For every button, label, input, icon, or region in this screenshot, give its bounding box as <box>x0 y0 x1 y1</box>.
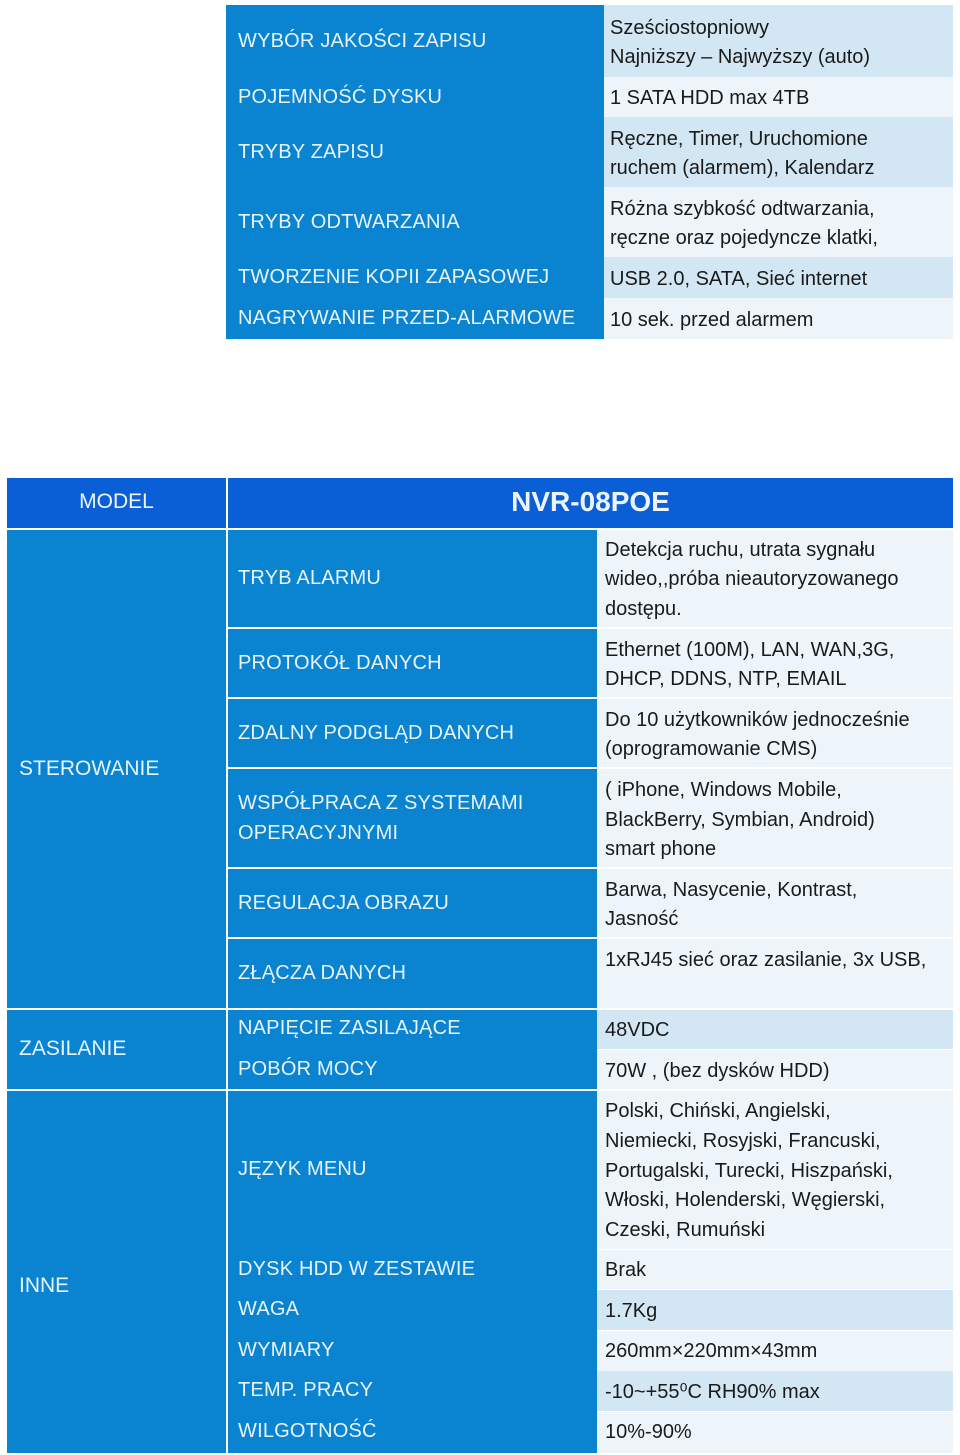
model-label: MODEL <box>79 490 154 513</box>
row-value: BlackBerry, Symbian, Android) <box>605 809 875 831</box>
section-label: ZASILANIE <box>19 1037 127 1060</box>
row-label: OPERACYJNYMI <box>238 822 399 844</box>
row-value: Niemiecki, Rosyjski, Francuski, <box>605 1130 881 1152</box>
row-value: ruchem (alarmem), Kalendarz <box>610 157 875 179</box>
row-value: DHCP, DDNS, NTP, EMAIL <box>605 668 847 690</box>
row-label: TEMP. PRACY <box>238 1379 374 1401</box>
row-value: -10~+55⁰C RH90% max <box>605 1381 820 1403</box>
row-label: TWORZENIE KOPII ZAPASOWEJ <box>238 266 550 288</box>
row-value: (oprogramowanie CMS) <box>605 738 818 760</box>
row-label: REGULACJA OBRAZU <box>238 892 450 914</box>
row-value: Ethernet (100M), LAN, WAN,3G, <box>605 639 895 661</box>
row-value: Sześciostopniowy <box>610 17 769 39</box>
row-label: WYBÓR JAKOŚCI ZAPISU <box>238 30 487 52</box>
row-label: TRYB ALARMU <box>238 567 381 589</box>
row-label: POBÓR MOCY <box>238 1058 378 1080</box>
row-value: Różna szybkość odtwarzania, <box>610 198 875 220</box>
row-label: WILGOTNOŚĆ <box>238 1420 377 1442</box>
row-value: Portugalski, Turecki, Hiszpański, <box>605 1160 893 1182</box>
row-label: POJEMNOŚĆ DYSKU <box>238 86 443 108</box>
section-inne <box>7 1091 226 1453</box>
row-label: ZDALNY PODGLĄD DANYCH <box>238 722 515 744</box>
row-value: 1 SATA HDD max 4TB <box>610 87 810 109</box>
row-value: 1.7Kg <box>605 1300 658 1322</box>
row-label: DYSK HDD W ZESTAWIE <box>238 1258 476 1280</box>
row-label: TRYBY ZAPISU <box>238 141 385 163</box>
row-value: Brak <box>605 1259 647 1281</box>
row-label: TRYBY ODTWARZANIA <box>238 211 460 233</box>
row-value: Do 10 użytkowników jednocześnie <box>605 709 910 731</box>
row-value: smart phone <box>605 838 717 860</box>
row-label: WAGA <box>238 1298 300 1320</box>
model-name: NVR-08POE <box>511 486 670 517</box>
row-value: 70W , (bez dysków HDD) <box>605 1060 830 1082</box>
row-value: 10 sek. przed alarmem <box>610 309 814 331</box>
row-value: ( iPhone, Windows Mobile, <box>605 779 842 801</box>
row-value: 260mm×220mm×43mm <box>605 1340 818 1362</box>
row-value: Włoski, Holenderski, Węgierski, <box>605 1189 886 1211</box>
row-value: 1xRJ45 sieć oraz zasilanie, 3x USB, <box>605 949 927 971</box>
row-label: WYMIARY <box>238 1339 335 1361</box>
row-value: Barwa, Nasycenie, Kontrast, <box>605 879 858 901</box>
row-value: Detekcja ruchu, utrata sygnału <box>605 539 876 561</box>
section-label: STEROWANIE <box>19 757 160 780</box>
row-label: NAPIĘCIE ZASILAJĄCE <box>238 1017 461 1039</box>
row-value: Ręczne, Timer, Uruchomione <box>610 128 868 150</box>
row-label: PROTOKÓŁ DANYCH <box>238 652 442 674</box>
row-value: ręczne oraz pojedyncze klatki, <box>610 227 878 249</box>
table-row <box>597 1250 953 1289</box>
row-value: Polski, Chiński, Angielski, <box>605 1100 831 1122</box>
row-label: WSPÓŁPRACA Z SYSTEMAMI <box>238 792 524 814</box>
row-value: Jasność <box>605 908 679 930</box>
row-value: 48VDC <box>605 1019 670 1041</box>
row-label: JĘZYK MENU <box>238 1158 367 1180</box>
section-label: INNE <box>19 1274 70 1297</box>
row-value: USB 2.0, SATA, Sieć internet <box>610 268 868 290</box>
row-value: wideo,,próba nieautoryzowanego <box>605 568 899 590</box>
row-label: NAGRYWANIE PRZED-ALARMOWE <box>238 307 576 329</box>
row-value: Najniższy – Najwyższy (auto) <box>610 46 871 68</box>
row-label: ZŁĄCZA DANYCH <box>238 962 407 984</box>
row-value: dostępu. <box>605 598 682 620</box>
row-value: 10%-90% <box>605 1421 692 1443</box>
row-value: Czeski, Rumuński <box>605 1219 766 1241</box>
